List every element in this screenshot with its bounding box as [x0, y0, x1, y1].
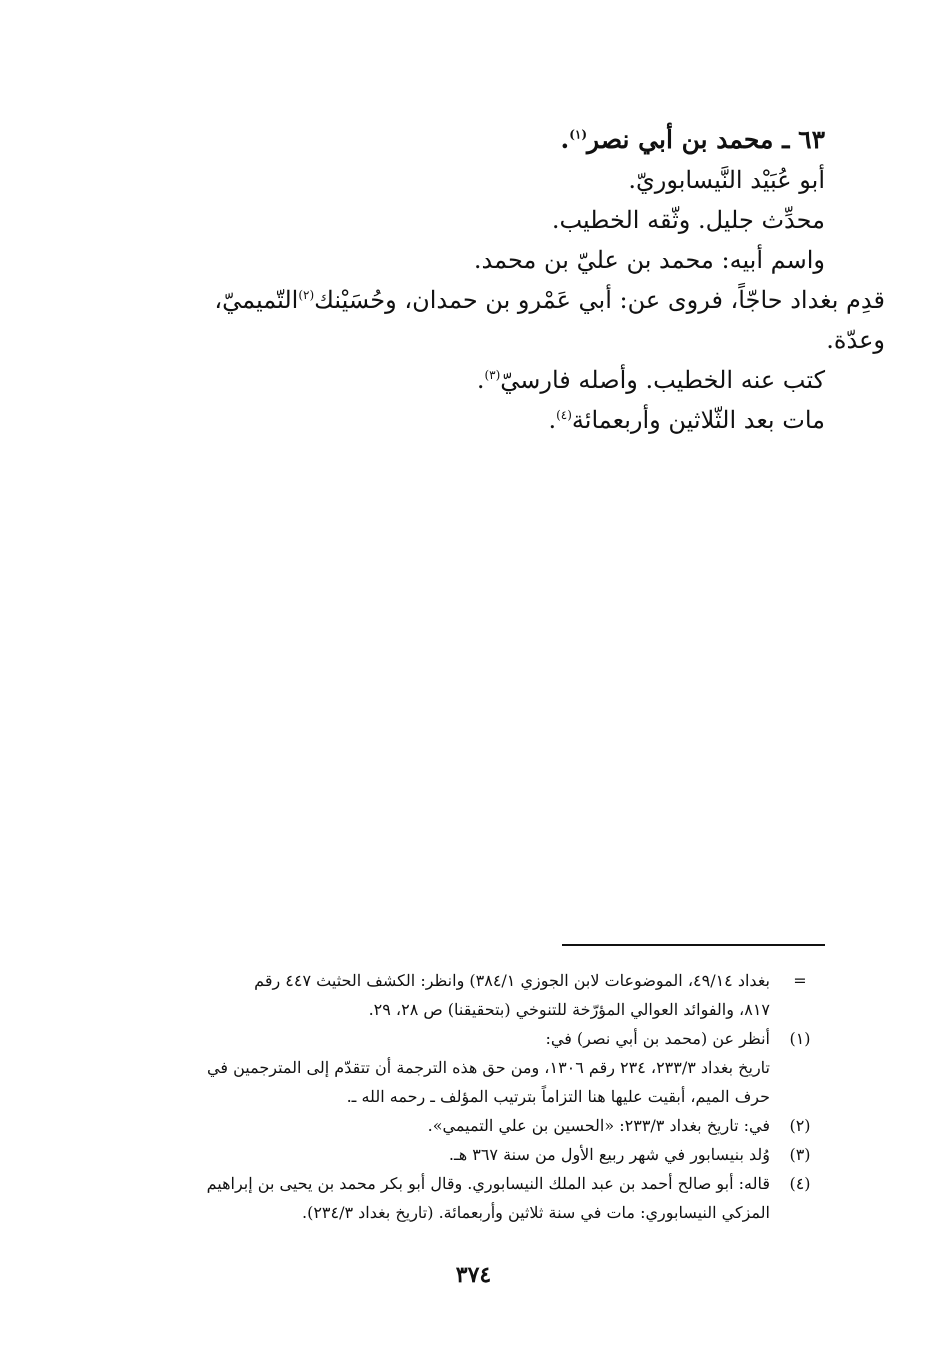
footnote-ref-4: (٤) [556, 408, 572, 422]
footnote-3 [108, 1140, 830, 1169]
entry-death [110, 400, 825, 440]
entry-kunya: أبو عُبَيْد النَّيسابوريّ. [628, 166, 825, 194]
entry-title: ٦٣ ـ محمد بن أبي نصر [587, 125, 825, 154]
footnote-marker: = [793, 971, 807, 990]
footnote-marker: (٤) [789, 1174, 811, 1193]
entry-origin [110, 360, 825, 400]
entry-travel-end: وعدّة. [826, 326, 885, 354]
death-text: مات بعد الثّلاثين وأربعمائة [571, 406, 825, 434]
footnote-1 [108, 1024, 830, 1111]
footnote-marker: (٣) [789, 1145, 811, 1164]
footnote-ref-2: (٢) [298, 288, 315, 302]
footnote-text [108, 1111, 770, 1140]
footnote-text [108, 1024, 770, 1111]
footnote-line: تاريخ بغداد ٢٣٣/٣، ٢٣٤ رقم ١٣٠٦، ومن حق هذه الترجمة أن تتقدّم إلى المترجمين في [207, 1058, 770, 1077]
footnote-line: المزكي النيسابوري: مات في سنة ثلاثين وأربعمائة. (تاريخ بغداد ٢٣٤/٣). [302, 1203, 770, 1222]
footnote-line: أنظر عن (محمد بن أبي نصر) في: [545, 1029, 770, 1048]
footnote-separator [562, 944, 825, 946]
footnote-text [108, 1140, 770, 1169]
death-period: . [548, 406, 557, 434]
footnote-text [108, 1169, 770, 1227]
footnote-ref-3: (٣) [484, 368, 501, 382]
entry-rank: محدِّث جليل. وثّقه الخطيب. [551, 206, 825, 234]
footnote-4 [108, 1169, 830, 1227]
footnote-line: قاله: أبو صالح أحمد بن عبد الملك النيسابوري. وقال أبو بكر محمد بن يحيى بن إبراهيم [206, 1174, 770, 1193]
footnote-line: بغداد ٤٩/١٤، الموضوعات لابن الجوزي ٣٨٤/١) وانظر: الكشف الحثيث ٤٤٧ رقم [254, 971, 770, 990]
footnote-text [108, 966, 770, 1024]
entry-heading [110, 120, 825, 160]
footnote-ref-1: (١) [569, 127, 588, 142]
footnote-line: وُلد بنيسابور في شهر ربيع الأول من سنة ٣٦٧ هـ. [448, 1145, 770, 1164]
footnotes [108, 966, 830, 1227]
footnote-line: في: تاريخ بغداد ٢٣٣/٣: «الحسين بن علي التميمي». [427, 1116, 770, 1135]
footnote-continued [108, 966, 830, 1024]
footnote-line: ٨١٧، والفوائد العوالي المؤرّخة للتنوخي (بتحقيقنا) ص ٢٨، ٢٩. [368, 1000, 770, 1019]
travel-text-cont: التّميميّ، [214, 286, 299, 314]
entry-father: واسم أبيه: محمد بن عليّ بن محمد. [473, 246, 825, 274]
footnote-2 [108, 1111, 830, 1140]
heading-period: . [560, 125, 570, 154]
footnote-marker: (٢) [789, 1116, 811, 1135]
travel-text: قدِم بغداد حاجّاً، فروى عن: أبي عَمْرو بن حمدان، وحُسَيْنك [314, 286, 885, 314]
entry-travel [110, 280, 885, 320]
origin-period: . [476, 366, 485, 394]
page-number: ٣٧٤ [455, 1262, 492, 1288]
biography-entry [110, 120, 885, 440]
footnote-marker: (١) [789, 1029, 811, 1048]
origin-text: كتب عنه الخطيب. وأصله فارسيّ [500, 366, 825, 394]
footnote-line: حرف الميم، أبقيت عليها هنا التزاماً بترتيب المؤلف ـ رحمه الله ـ. [346, 1087, 770, 1106]
